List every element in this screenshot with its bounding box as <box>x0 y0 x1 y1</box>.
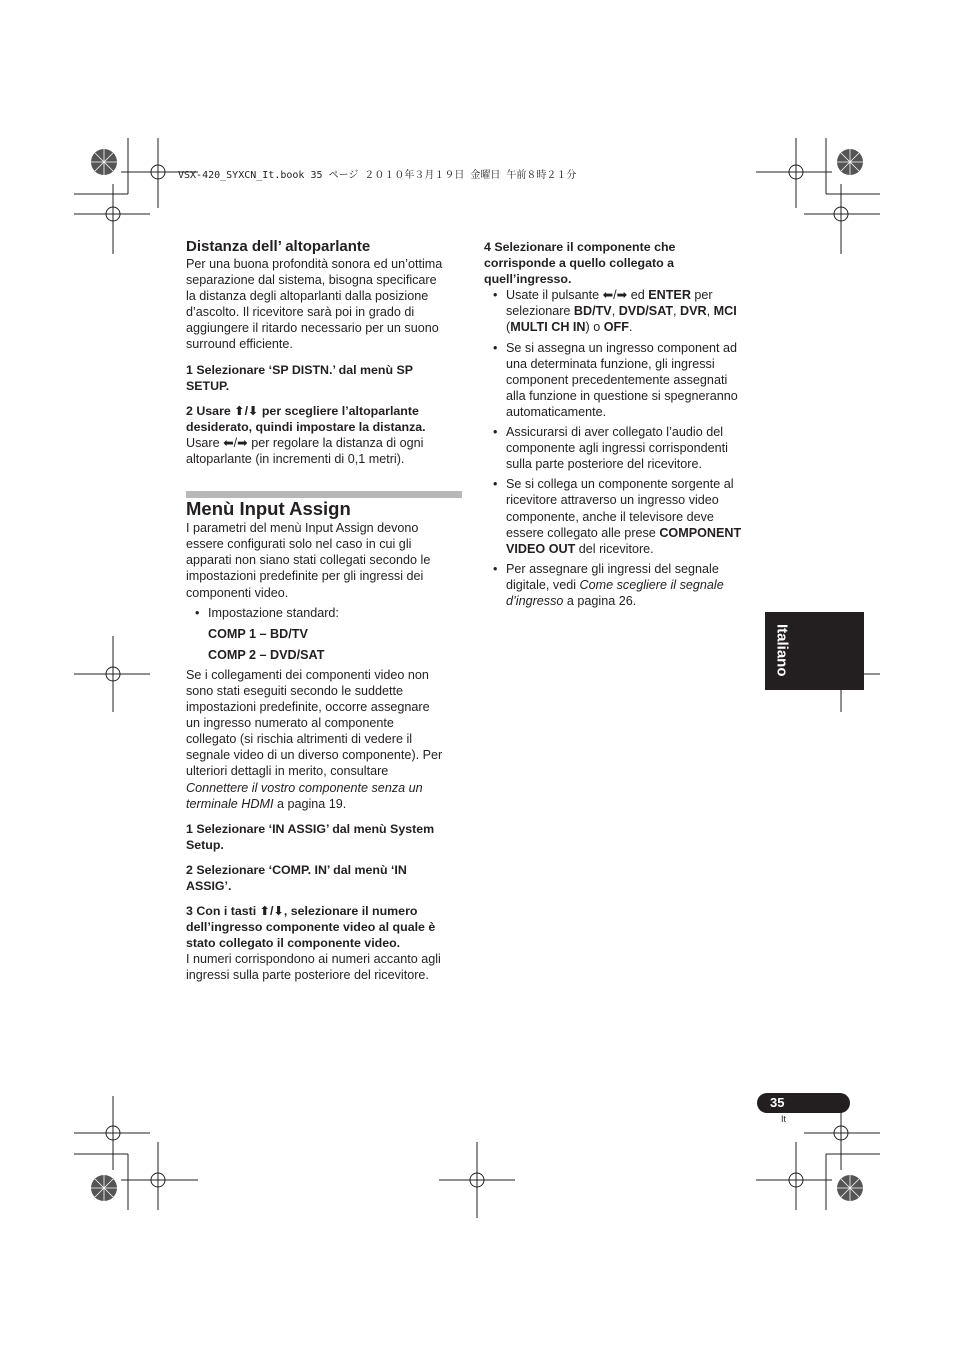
default-comp-1: COMP 1 – BD/TV <box>208 626 308 641</box>
enter-key-label: ENTER <box>648 288 691 303</box>
step-4-bullets <box>484 287 756 609</box>
hdmi-reference-italic: terminale HDMI <box>186 796 274 811</box>
distance-intro-line: Per una buona profondità sonora ed un’ottima <box>186 257 443 271</box>
assign-step-3: dell’ingresso componente video al quale è <box>186 920 436 935</box>
assign-step-3-body: I numeri corrispondono ai numeri accanto agli <box>186 952 441 967</box>
assign-step-4: 4 Selezionare il componente che <box>484 240 676 254</box>
distance-intro-line: la distanza degli altoparlanti dalla posizione <box>186 289 429 304</box>
section-divider-bar <box>186 491 462 498</box>
input-assign-body-line: collegato (si rischia altrimenti di vedere il <box>186 732 413 747</box>
assign-step-1: Setup. <box>186 837 224 852</box>
assign-step-4: corrisponde a quello collegato a <box>484 256 675 271</box>
input-assign-intro-line: apparati non siano stati collegati secondo le <box>186 553 431 568</box>
input-assign-intro-line: componenti video. <box>186 585 289 600</box>
bullet-tv-connection: • Se si collega un componente sorgente al ricevitore attraverso un ingresso video componente, anche il televisore deve essere collegato alle prese COMPONENT VIDEO OUT del ricevitore. <box>484 476 756 556</box>
distance-intro-line: separazione dal sistema, bisogna specificare <box>186 273 437 288</box>
hdmi-reference: Connettere il vostro componente senza un <box>186 780 423 795</box>
distance-step-1: 1 Selezionare ‘SP DISTN.’ dal menù SP <box>186 362 414 377</box>
distance-step-2-body: altoparlante (in incrementi di 0,1 metri). <box>186 452 405 467</box>
file-info-header: VSX-420_SYXCN_It.book 35 ページ ２０１０年３月１９日 金曜日 午前８時２１分 <box>178 170 577 181</box>
page-language-code: It <box>781 1114 787 1124</box>
input-assign-intro-line: I parametri del menù Input Assign devono <box>186 521 419 536</box>
bullet-audio-connection: • Assicurarsi di aver collegato l’audio del componente agli ingressi corrispondenti sulla parte posteriore del ricevitore. <box>484 424 756 472</box>
assign-step-3: stato collegato il componente video. <box>186 936 401 951</box>
distance-heading: Distanza dell’ altoparlante <box>186 238 371 255</box>
assign-step-2: ASSIG’. <box>186 879 232 893</box>
distance-intro-line: surround efficiente. <box>186 337 293 352</box>
input-assign-title: Menù Input Assign <box>186 498 351 520</box>
hdmi-reference-page: a pagina 19. <box>273 796 347 811</box>
default-settings-list <box>186 605 462 621</box>
default-comp-2: COMP 2 – DVD/SAT <box>208 647 325 662</box>
input-assign-body-line: Se i collegamenti dei componenti video non <box>186 667 429 682</box>
input-assign-body-line: segnale video di un diverso componente). Per <box>186 748 443 763</box>
input-assign-intro-line: essere configurati solo nel caso in cui gli <box>186 537 412 552</box>
input-assign-body-line: sono stati eseguiti secondo le suddette <box>186 683 404 698</box>
assign-step-3-body: ingressi sulla parte posteriore del ricevitore. <box>186 968 429 983</box>
distance-step-2: desiderato, quindi impostare la distanza. <box>186 419 426 434</box>
hdmi-reference-line <box>186 796 462 812</box>
distance-intro-line: d’ascolto. Il ricevitore sarà poi in grado di <box>186 305 415 320</box>
input-assign-body-line: ulteriori dettagli in merito, consultare <box>186 764 389 779</box>
bullet-component-off: • Se si assegna un ingresso component ad una determinata funzione, gli ingressi component precedentemente assegnati alla funzione in questione si spegneranno automaticamente. <box>484 340 756 420</box>
assign-step-3: 3 Con i tasti ⬆/⬇, selezionare il numero <box>186 904 418 919</box>
input-assign-body-line: impostazioni predefinite, occorre assegnare <box>186 700 430 715</box>
bullet-select-input: • Usate il pulsante ⬅/➡ ed ENTER per selezionare BD/TV, DVD/SAT, DVR, MCI (MULTI CH IN) o OFF. <box>484 287 756 335</box>
distance-intro-line: aggiungere il ritardo necessario per un suono <box>186 321 439 336</box>
assign-step-1: 1 Selezionare ‘IN ASSIG’ dal menù System <box>186 821 435 836</box>
language-tab-label: Italiano <box>773 623 791 677</box>
distance-step-2: 2 Usare ⬆/⬇ per scegliere l’altoparlante <box>186 403 419 418</box>
page-number: 35 <box>770 1095 785 1110</box>
distance-step-2-body: Usare ⬅/➡ per regolare la distanza di ogni <box>186 435 424 450</box>
input-assign-intro-line: impostazioni predefinite per gli ingressi dei <box>186 569 424 584</box>
right-column <box>484 239 756 613</box>
assign-step-2: 2 Selezionare ‘COMP. IN’ dal menù ‘IN <box>186 862 407 877</box>
arrow-keys-label: ⬅/➡ <box>602 288 628 303</box>
left-column <box>186 238 462 984</box>
input-assign-body-line: un ingresso numerato al componente <box>186 716 394 731</box>
bullet-digital-input: • Per assegnare gli ingressi del segnale digitale, vedi Come scegliere il segnale d’ingresso a pagina 26. <box>484 561 756 609</box>
assign-step-4: quell’ingresso. <box>484 272 572 287</box>
distance-step-1: SETUP. <box>186 378 230 393</box>
default-settings-bullet: • Impostazione standard: <box>186 605 462 621</box>
